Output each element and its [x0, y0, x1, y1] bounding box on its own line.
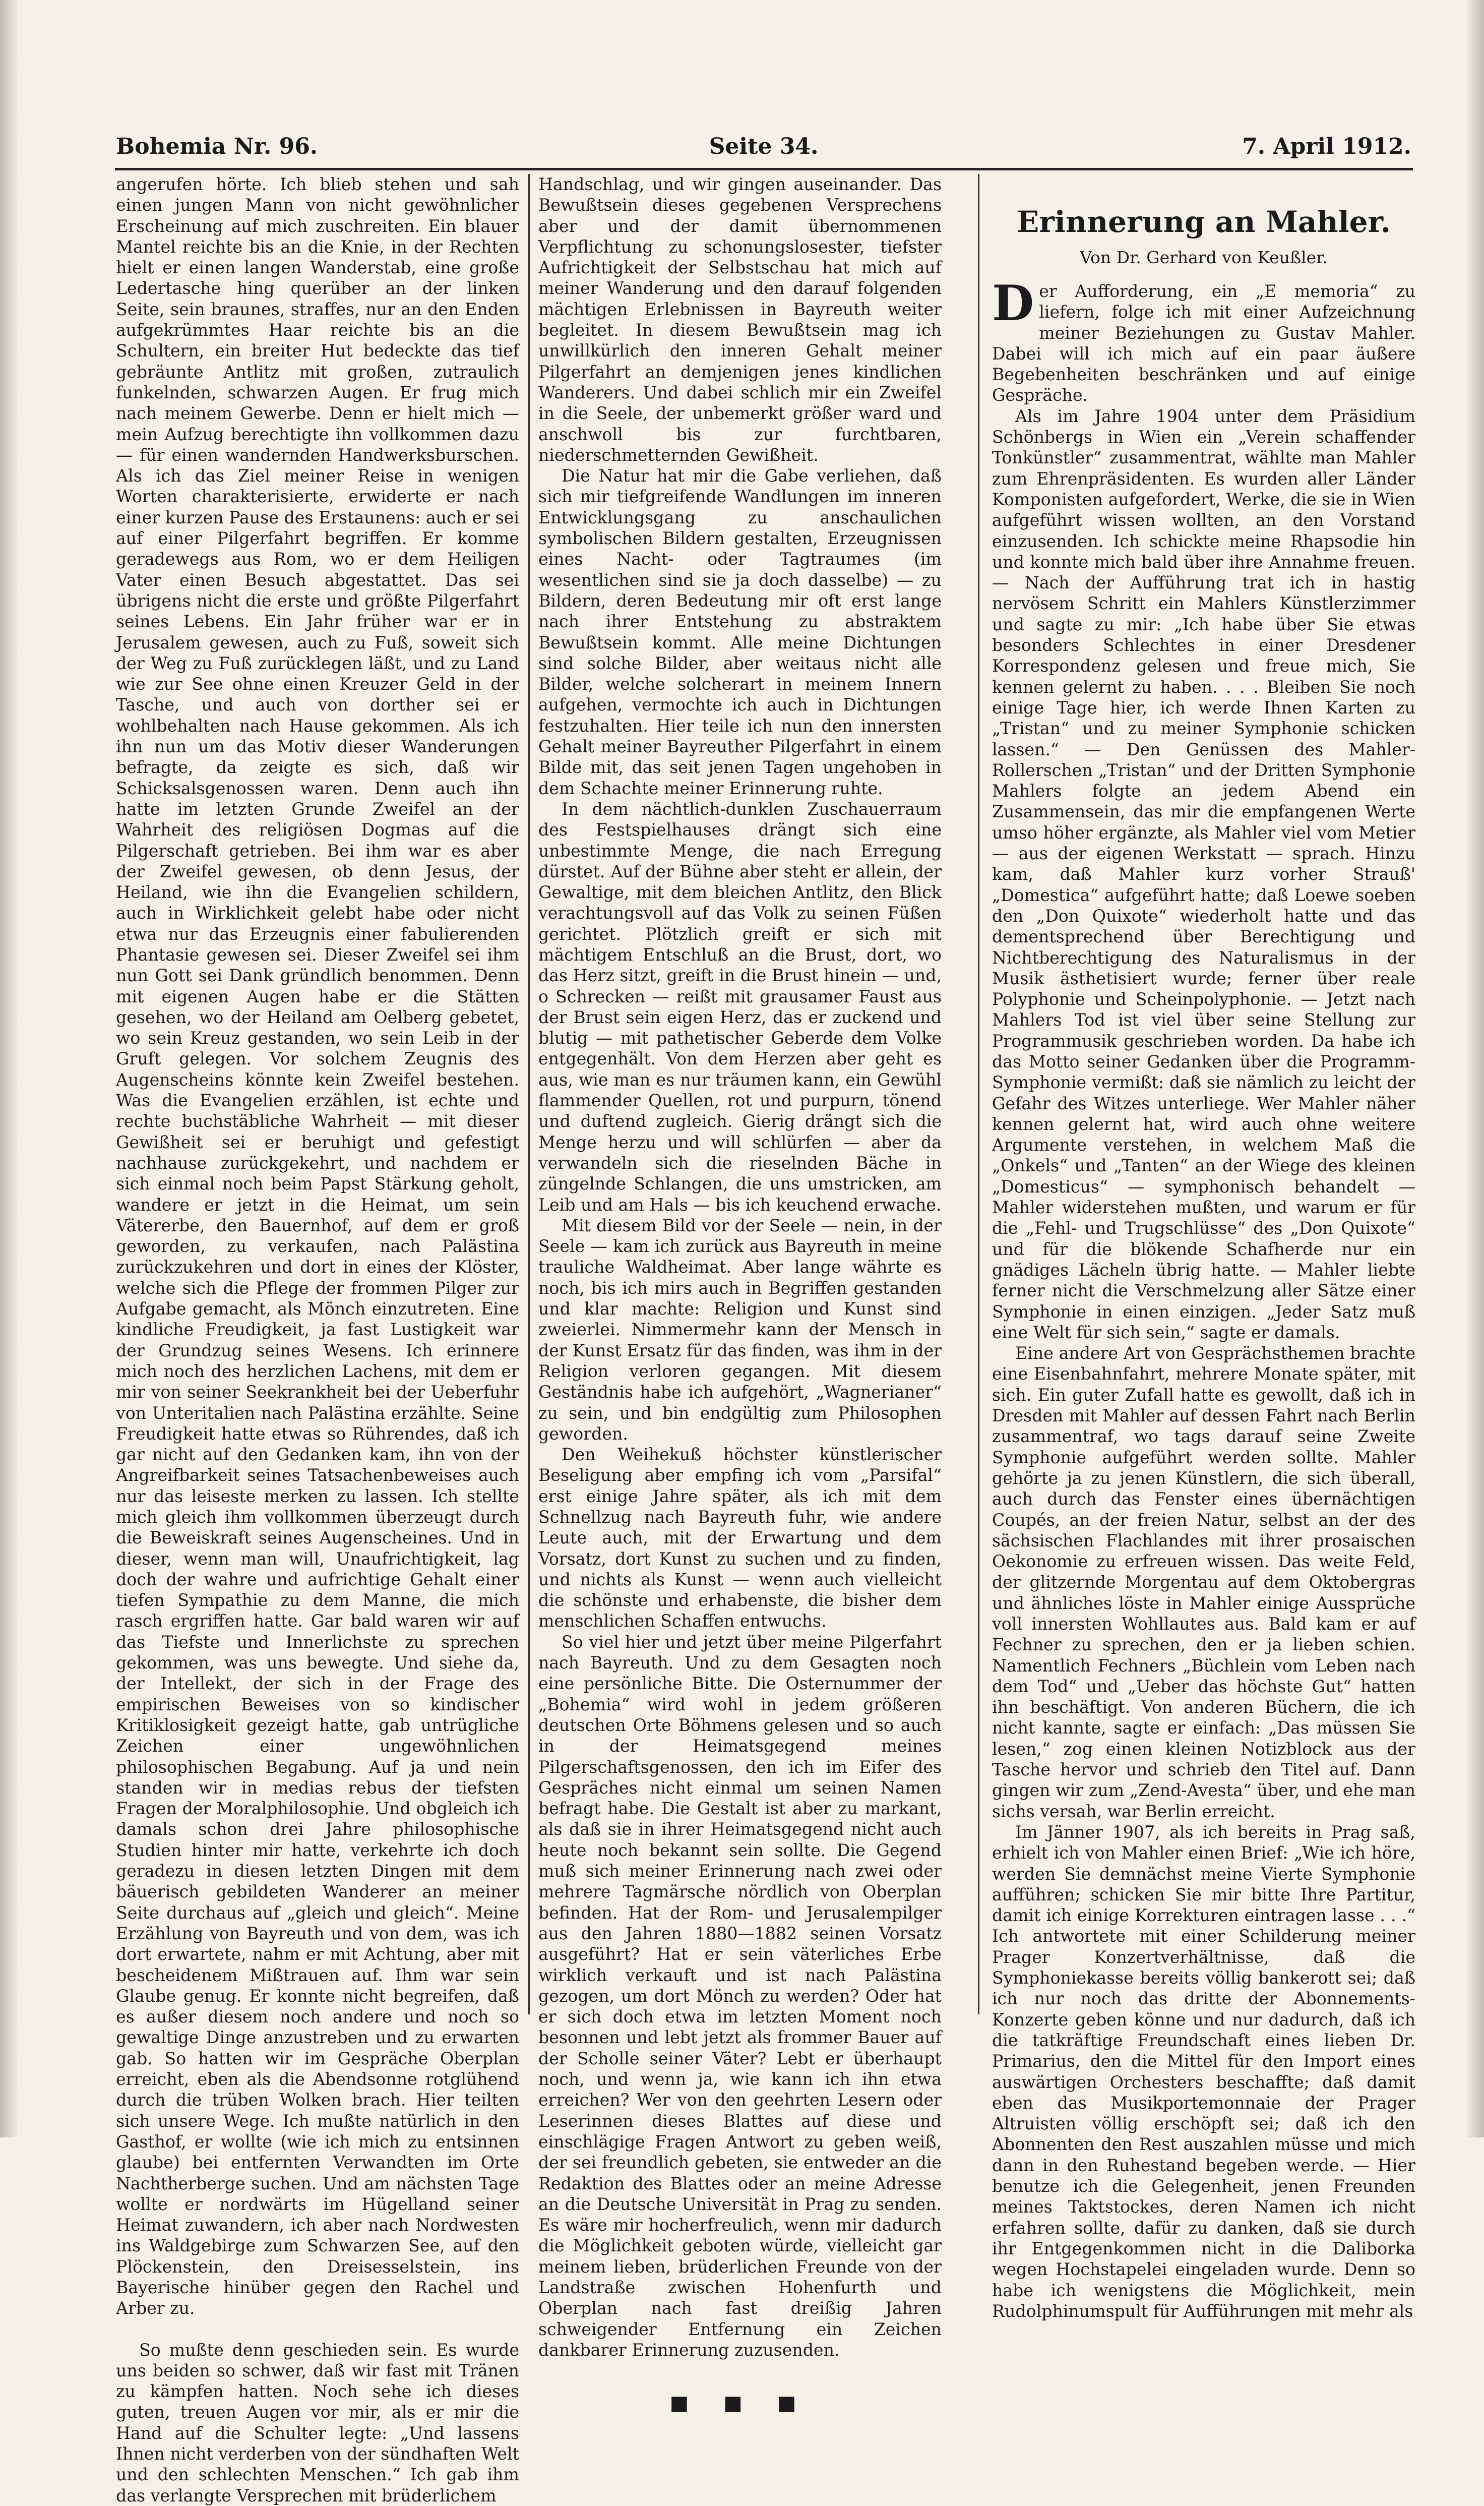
drop-cap: D [992, 275, 1034, 332]
column-3 [992, 174, 1415, 2321]
column-1 [116, 174, 519, 2505]
paragraph: So mußte denn geschieden sein. Es wurde uns beiden so schwer, daß wir fast mit Tränen zu kämpfen hatten. Noch sehe ich dieses guten, treuen Augen vor mir, als er mir die Hand auf die Schulter legte: „Und lassens Ihnen nicht verderben von der sündhaften Welt und den schlechten Menschen.“ Ich gab ihm das verlangte Versprechen mit brüderlichem [116, 2340, 519, 2505]
column-rule-1 [528, 174, 530, 2014]
column-rule-2 [978, 174, 979, 2014]
scan-edge-left [0, 0, 17, 2137]
header-rule [115, 168, 1413, 170]
page-header [116, 134, 1411, 167]
paragraph: er Aufforderung, ein „E memoria“ zu liefern, folge ich mit einer Aufzeichnung meiner Beziehungen zu Gustav Mahler. Dabei will ich mich auf ein paar äußere Begebenheiten beschränken und auf einige Gespräche. [992, 281, 1415, 405]
paragraph: Eine andere Art von Gesprächsthemen brachte eine Eisenbahnfahrt, mehrere Monate später, mit sich. Ein guter Zufall hatte es gewollt, daß ich in Dresden mit Mahler auf dessen Fahrt nach Berlin zusammentraf, wo tags darauf seine Zweite Symphonie aufgeführt werden sollte. Mahler gehörte ja zu jenen Künstlern, die sich überall, auch durch das Fenster eines übernächtigen Coupés, an der freien Natur, selbst an der des sächsischen Flachlandes mit ihrer prosaischen Oekonomie zu erfreuen wissen. Das weite Feld, der glitzernde Morgentau auf dem Oktobergras und ähnliches löste in Mahler einige Aussprüche voll innersten Wohllautes aus. Bald kam er auf Fechner zu sprechen, den er ja lieben schien. Namentlich Fechners „Büchlein vom Leben nach dem Tod“ und „Ueber das höchste Gut“ hatten ihn beschäftigt. Von anderen Büchern, die ich nicht kannte, sagte er einfach: „Das müssen Sie lesen,“ zog einen kleinen Notizblock aus der Tasche hervor und schrieb den Titel auf. Dann gingen wir zum „Zend-Avesta“ über, und ehe man sichs versah, war Berlin erreicht. [992, 1343, 1415, 1821]
paragraph: Im Jänner 1907, als ich bereits in Prag saß, erhielt ich von Mahler einen Brief: „Wie ich höre, werden Sie demnächst meine Vierte Symphonie aufführen; schicken Sie mir bitte Ihre Partitur, damit ich einige Korrekturen eintragen lasse . . .“ Ich antwortete mit einer Schilderung meiner Prager Konzertverhältnisse, daß die Symphoniekasse bereits völlig bankerott sei; daß ich nur noch das dritte der Abonnements-Konzerte geben könne und nur dadurch, daß ich die tatkräftige Freundschaft eines lieben Dr. Primarius, den die Mittel für den Import eines auswärtigen Orchesters beschaffte; daß damit eben das Musikportemonnaie der Prager Altruisten völlig erschöpft sei; daß ich den Abonnenten den Rest auszahlen müsse und mich dann in den Ruhestand begeben werde. — Hier benutze ich die Gelegenheit, jenen Freunden meines Taktstockes, deren Namen ich nicht erfahren sollte, dafür zu danken, daß sie durch ihr Entgegenkommen nicht in die Daliborka wegen Hochstapelei eingeladen wurde. Denn so habe ich wenigstens die Möglichkeit, mein Rudolphinumspult für Aufführungen mit mehr als [992, 1822, 1415, 2321]
article-byline: Von Dr. Gerhard von Keußler. [1080, 248, 1328, 267]
paragraph: Den Weihekuß höchster künstlerischer Beseligung aber empfing ich vom „Parsifal“ erst einige Jahre später, als ich mit dem Schnellzug nach Bayreuth fuhr, wie andere Leute auch, mit der Erwartung und dem Vorsatz, dort Kunst zu suchen und zu finden, und nichts als Kunst — wenn auch vielleicht die schönste und erhabenste, die bisher dem menschlichen Schaffen entwuchs. [538, 1445, 942, 1631]
scan-edge-right [1467, 0, 1484, 2137]
paragraph: angerufen hörte. Ich blieb stehen und sah einen jungen Mann von nicht gewöhnlicher Erscheinung auf mich zuschreiten. Ein blauer Mantel reichte bis an die Knie, in der Rechten hielt er einen langen Wanderstab, eine große Ledertasche hing querüber an der linken Seite, sein braunes, straffes, nur an den Enden aufgekrümmtes Haar reichte bis an die Schultern, ein breiter Hut bedeckte das tief gebräunte Antlitz mit großen, zutraulich funkelnden, schwarzen Augen. Er frug mich nach meinem Gewerbe. Denn er hielt mich — mein Aufzug berechtigte ihn vollkommen dazu — für einen wandernden Handwerksburschen. Als ich das Ziel meiner Reise in wenigen Worten charakterisierte, erwiderte er nach einer kurzen Pause des Erstaunens: auch er sei auf einer Pilgerfahrt begriffen. Er komme geradewegs aus Rom, wo er dem Heiligen Vater einen Besuch abgestattet. Das sei übrigens nicht die erste und größte Pilgerfahrt seines Lebens. Ein Jahr früher war er in Jerusalem gewesen, auch zu Fuß, soweit sich der Weg zu Fuß zurücklegen läßt, und zu Land wie zur See ohne einen Kreuzer Geld in der Tasche, und auch von dorther sei er wohlbehalten nach Hause gekommen. Als ich ihn nun um das Motiv dieser Wanderungen befragte, da zeigte es sich, daß wir Schicksalsgenossen waren. Denn auch ihn hatte im letzten Grunde Zweifel an der Wahrheit des religiösen Dogmas auf die Pilgerschaft getrieben. Bei ihm war es aber der Zweifel gewesen, ob denn Jesus, der Heiland, wie ihn die Evangelien schildern, auch in Wirklichkeit gelebt habe oder nicht etwa nur das Erzeugnis einer fabulierenden Phantasie gewesen sei. Dieser Zweifel sei ihm nun Gott sei Dank gründlich benommen. Denn mit eigenen Augen habe er die Stätten gesehen, wo der Heiland am Oelberg gebetet, wo sein Kreuz gestanden, wo sein Leib in der Gruft gelegen. Vor solchem Zeugnis des Augenscheins könnte kein Zweifel bestehen. Was die Evangelien erzählen, ist echte und rechte buchstäbliche Wahrheit — mit dieser Gewißheit sei er beruhigt und gefestigt nachhause zurückgekehrt, und nachdem er sich einmal noch beim Papst Stärkung geholt, wandere er jetzt in die Heimat, um sein Vätererbe, den Bauernhof, auf dem er groß geworden, zu verkaufen, nach Palästina zurückzukehren und dort in eines der Klöster, welche sich die Pflege der frommen Pilger zur Aufgabe gemacht, als Mönch einzutreten. Eine kindliche Freudigkeit, ja fast Lustigkeit war der Grundzug seines Wesens. Ich erinnere mich noch des herzlichen Lachens, mit dem er mir von seiner Seekrankheit bei der Ueberfuhr von Unteritalien nach Palästina erzählte. Seine Freudigkeit hatte etwas so Rührendes, daß ich gar nicht auf den Gedanken kam, ihn von der Angreifbarkeit seines Tatsachenbeweises auch nur das leiseste merken zu lassen. Ich stellte mich gleich ihm vollkommen überzeugt durch die Beweiskraft seines Augenscheines. Und in dieser, wenn man will, Unaufrichtigkeit, lag doch der wahre und aufrichtige Gehalt einer tiefen Sympathie zu dem Manne, die mich rasch ergriffen hatte. Gar bald waren wir auf das Tiefste und Innerlichste zu sprechen gekommen, was uns bewegte. Und siehe da, der Intellekt, der sich in der Frage des empirischen Beweises von so kindischer Kritiklosigkeit gezeigt hatte, gab untrügliche Zeichen einer ungewöhnlichen philosophischen Begabung. Auf ja und nein standen wir in medias rebus der tiefsten Fragen der Moralphilosophie. Und obgleich ich damals schon drei Jahre philosophische Studien hinter mir hatte, verkehrte ich doch geradezu in diesen letzten Dingen mit dem bäuerisch gebildeten Wanderer an meiner Seite durchaus auf „gleich und gleich“. Meine Erzählung von Bayreuth und von dem, was ich dort erwartete, nahm er mit Achtung, aber mit bescheidenem Mißtrauen auf. Ihm war sein Glaube genug. Er konnte nicht begreifen, daß es außer diesem noch andere und noch so gewaltige Dinge anzustreben und zu erwarten gab. So hatten wir im Gespräche Oberplan erreicht, eben als die Abendsonne rotglühend durch die trüben Wolken brach. Hier teilten sich unsere Wege. Ich mußte natürlich in den Gasthof, er wollte (wie ich mich zu entsinnen glaube) bei entfernten Verwandten im Orte Nachtherberge suchen. Und am nächsten Tage wollte er nordwärts im Hügelland seiner Heimat zuwandern, ich aber nach Nordwesten ins Waldgebirge zum Schwarzen See, auf den Plöckenstein, den Dreisesselstein, ins Bayerische hinüber gegen den Rachel und Arber zu. [116, 174, 519, 2318]
paragraph: Als im Jahre 1904 unter dem Präsidium Schönbergs in Wien ein „Verein schaffender Tonkünstler“ zusammentrat, wählte man Mahler zum Ehrenpräsidenten. Es wurden aller Länder Komponisten aufgefordert, Werke, die sie in Wien aufgeführt wissen wollten, an den Vorstand einzusenden. Ich schickte meine Rhapsodie hin und konnte mich bald über ihre Annahme freuen. — Nach der Aufführung trat ich in hastig nervösem Schritt ein Mahlers Künstlerzimmer und sagte zu mir: „Ich habe über Sie etwas besonders Schlechtes in einer Dresdener Korrespondenz gelesen und freue mich, Sie kennen gelernt zu haben. . . . Bleiben Sie noch einige Tage hier, ich werde Ihnen Karten zu „Tristan“ und zu meiner Symphonie schicken lassen.“ — Den Genüssen des Mahler-Rollerschen „Tristan“ und der Dritten Symphonie Mahlers folgte an jedem Abend ein Zusammensein, das mir die empfangenen Werte umso höher ergänzte, als Mahler viel vom Metier — aus der eigenen Werkstatt — sprach. Hinzu kam, daß Mahler kurz vorher Strauß' „Domestica“ aufgeführt hatte; daß Loewe soeben den „Don Quixote“ wiederholt hatte und das dementsprechend über Berechtigung und Nichtberechtigung des Naturalismus in der Musik ästhetisiert wurde; ferner über reale Polyphonie und Scheinpolyphonie. — Jetzt nach Mahlers Tod ist viel über seine Stellung zur Programmusik geschrieben worden. Da habe ich das Motto seiner Gedanken über die Programm-Symphonie vermißt: daß sie nämlich zu leicht der Gefahr des Witzes unterliege. Wer Mahler näher kennen gelernt hat, wird auch ohne weitere Argumente verstehen, in welchem Maß die „Onkels“ und „Tanten“ an der Wiege des kleinen „Domesticus“ — symphonisch behandelt — Mahler widerstehen mußten, und warum er für die „Fehl- und Trugschlüsse“ des „Don Quixote“ und für die blökende Schafherde nur ein gnädiges Lächeln übrig hatte. — Mahler liebte ferner nicht die Verschmelzung aller Sätze einer Symphonie in einen einzigen. „Jeder Satz muß eine Welt für sich sein,“ sagte er damals. [992, 406, 1415, 1342]
column-2 [538, 174, 942, 2415]
section-separator: ■ ■ ■ [669, 2392, 811, 2415]
article-title: Erinnerung an Mahler. [1017, 205, 1391, 239]
issue-date: 7. April 1912. [1242, 134, 1411, 159]
paragraph: Mit diesem Bild vor der Seele — nein, in der Seele — kam ich zurück aus Bayreuth in meine trauliche Waldheimat. Aber lange währte es noch, bis ich mirs auch in Begriffen gestanden und klar machte: Religion und Kunst sind zweierlei. Nimmermehr kann der Mensch in der Kunst Ersatz für das finden, was ihm in der Religion verloren gegangen. Mit diesem Geständnis habe ich aufgehört, „Wagnerianer“ zu sein, und bin endgültig zum Philosophen geworden. [538, 1215, 942, 1444]
paragraph: So viel hier und jetzt über meine Pilgerfahrt nach Bayreuth. Und zu dem Gesagten noch eine persönliche Bitte. Die Osternummer der „Bohemia“ wird wohl in jedem größeren deutschen Orte Böhmens gelesen und so auch in der Heimatsgegend meines Pilgerschaftsgenossen, den ich im Eifer des Gespräches nicht einmal um seinen Namen befragt habe. Die Gestalt ist aber zu markant, als daß sie in ihrer Heimatsgegend nicht auch heute noch bekannt sein sollte. Die Gegend muß sich meiner Erinnerung nach zwei oder mehrere Tagmärsche nördlich von Oberplan befinden. Hat der Rom- und Jerusalempilger aus den Jahren 1880—1882 seinen Vorsatz ausgeführt? Hat er sein väterliches Erbe wirklich verkauft und ist nach Palästina gezogen, um dort Mönch zu werden? Oder hat er sich doch etwa im letzten Moment noch besonnen und lebt jetzt als frommer Bauer auf der Scholle seiner Väter? Lebt er überhaupt noch, und wenn ja, wie kann ich ihn etwa erreichen? Wer von den geehrten Lesern oder Leserinnen dieses Blattes auf diese und einschlägige Fragen Antwort zu geben weiß, der sei freundlich gebeten, sie entweder an die Redaktion des Blattes oder an meine Adresse an die Deutsche Universität in Prag zu senden. Es wäre mir hocherfreulich, wenn mir dadurch die Möglichkeit geboten würde, vielleicht gar meinem lieben, brüderlichen Freunde von der Landstraße zwischen Hohenfurth und Oberplan nach fast dreißig Jahren schweigender Entfernung ein Zeichen dankbarer Erinnerung zuzusenden. [538, 1632, 942, 2360]
paragraph: Die Natur hat mir die Gabe verliehen, daß sich mir tiefgreifende Wandlungen im inneren Entwicklungsgang zu anschaulichen symbolischen Bildern gestalten, Erzeugnissen eines Nacht- oder Tagtraumes (im wesentlichen sind sie ja doch dasselbe) — zu Bildern, deren Bedeutung mir oft erst lange nach ihrer Entstehung zu abstraktem Bewußtsein kommt. Alle meine Dichtungen sind solche Bilder, aber weitaus nicht alle Bilder, welche solcherart in meinem Innern aufgehen, vermochte ich auch in Dichtungen festzuhalten. Hier teile ich nun den innersten Gehalt meiner Bayreuther Pilgerfahrt in einem Bilde mit, das seit jenen Tagen ungehoben in dem Schachte meiner Erinnerung ruhte. [538, 466, 942, 798]
paragraph: In dem nächtlich-dunklen Zuschauerraum des Festspielhauses drängt sich eine unbestimmte Menge, die nach Erregung dürstet. Auf der Bühne aber steht er allein, der Gewaltige, mit dem bleichen Antlitz, den Blick verachtungsvoll auf das Volk zu seinen Füßen gerichtet. Plötzlich greift er sich mit mächtigem Entschluß an die Brust, dort, wo das Herz sitzt, greift in die Brust hinein — und, o Schrecken — reißt mit grausamer Faust aus der Brust sein eigen Herz, das er zuckend und blutig — mit pathetischer Geberde dem Volke entgegenhält. Von dem Herzen aber geht es aus, wie man es nur träumen kann, ein Gewühl flammender Quellen, rot und purpurn, tönend und duftend zugleich. Gierig drängt sich die Menge herzu und will schlürfen — aber da verwandeln sich die rieselnden Bäche in züngelnde Schlangen, die uns umstricken, am Leib und am Hals — bis ich keuchend erwache. [538, 799, 942, 1215]
page-number: Seite 34. [709, 134, 819, 159]
newspaper-issue: Bohemia Nr. 96. [116, 134, 318, 159]
paragraph: Handschlag, und wir gingen auseinander. Das Bewußtsein dieses gegebenen Versprechens aber und der damit übernommenen Verpflichtung zu schonungslosester, tiefster Aufrichtigkeit der Selbstschau hat mich auf meiner Wanderung und den darauf folgenden mächtigen Erlebnissen in Bayreuth weiter begleitet. In diesem Bewußtsein mag ich unwillkürlich den inneren Gehalt meiner Pilgerfahrt an demjenigen jenes kindlichen Wanderers. Und dabei schlich mir ein Zweifel in die Seele, der unbemerkt größer ward und anschwoll bis zur furchtbaren, niederschmetternden Gewißheit. [538, 174, 942, 465]
